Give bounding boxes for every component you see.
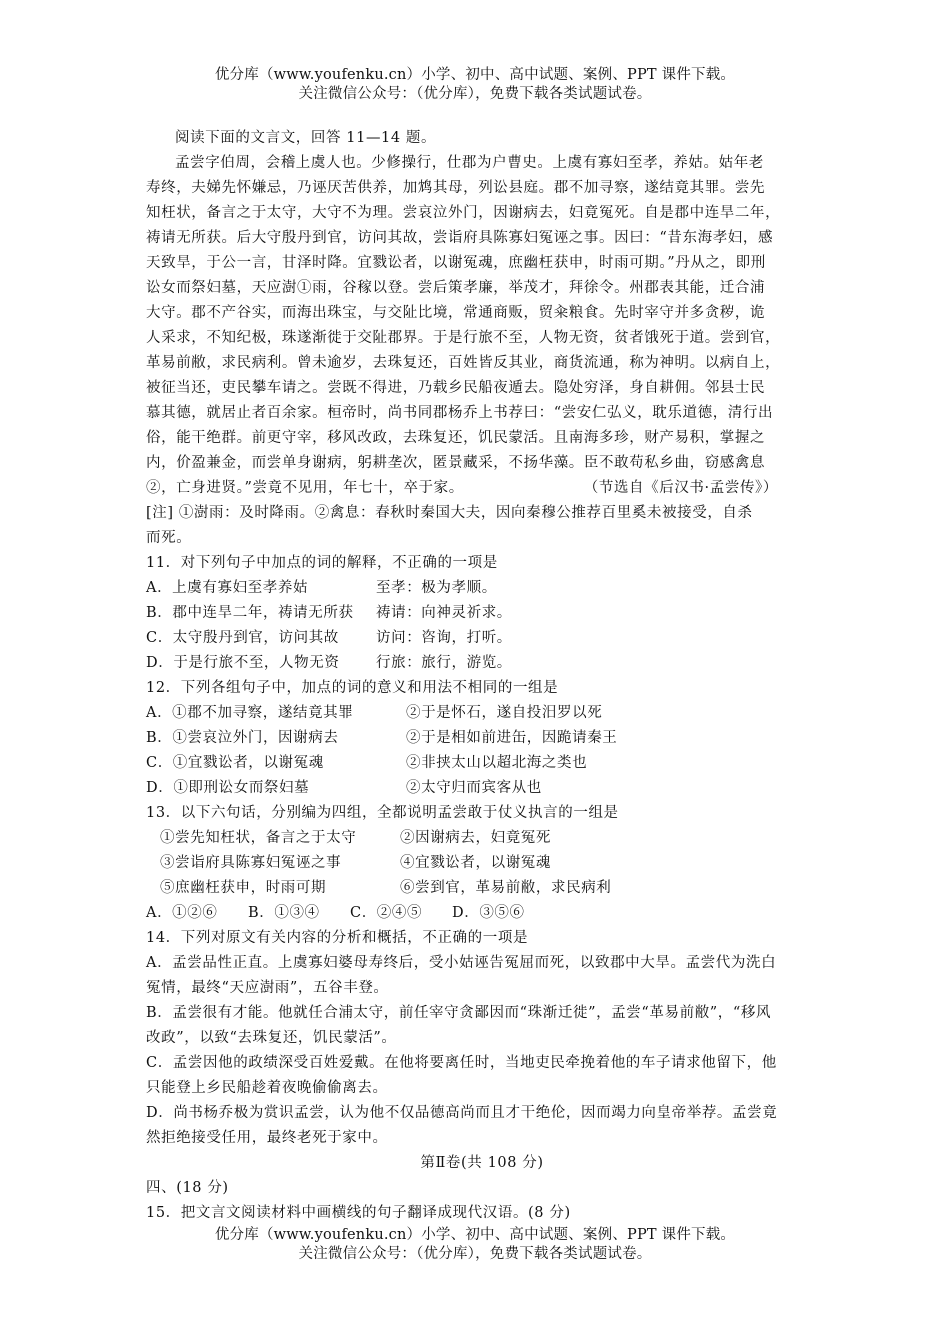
choice-c: C．②④⑤ <box>350 905 423 921</box>
note-line: [注] ①澍雨：及时降雨。②禽息：春秋时秦国大夫，因向秦穆公推荐百里奚未被接受，自杀 <box>146 505 753 521</box>
option-sentence-2: ②太守归而宾客从也 <box>406 780 542 796</box>
passage-line: 讼女而祭妇墓，天应澍①雨，谷稼以登。尝后策孝廉，举茂才，拜徐令。州郡表其能，迁合浦 <box>146 280 766 296</box>
item-row <box>146 876 818 901</box>
option-row <box>146 576 818 601</box>
header-line-1: 优分库（www.youfenku.cn）小学、初中、高中试题、案例、PPT 课件下载。 <box>214 67 736 83</box>
question-11 <box>146 551 818 676</box>
numbered-item: ③尝诣府具陈寡妇冤诬之事 <box>160 855 342 871</box>
passage-last-line: ②，亡身进贤。”尝竟不见用，年七十，卒于家。 <box>146 480 464 496</box>
option-line: A．孟尝品性正直。上虞寡妇婆母寿终后，受小姑诬告冤屈而死，以致郡中大旱。孟尝代为洗白 <box>146 955 777 971</box>
numbered-item: ⑥尝到官，革易前敝，求民病利 <box>400 880 612 896</box>
option-sentence-1: C．①宜戮讼者，以谢冤魂 <box>146 755 324 771</box>
passage-line: 知枉状，备言之于太守，大守不为理。尝哀泣外门，因谢病去，妇竟冤死。自是郡中连旱二年， <box>146 205 781 221</box>
option-sentence-1: A．①郡不加寻察，遂结竟其罪 <box>146 705 354 721</box>
question-13 <box>146 801 818 926</box>
passage-line: 祷请无所获。后大守殷丹到官，访问其故，尝诣府具陈寡妇冤诬之事。因曰：“昔东海孝妇，感 <box>146 230 774 246</box>
option-sentence: A．上虞有寡妇至孝养姑 <box>146 580 309 596</box>
option-line: C．孟尝因他的政绩深受百姓爱戴。在他将要离任时，当地吏民牵挽着他的车子请求他留下，他 <box>146 1055 777 1071</box>
choice-a: A．①②⑥ <box>146 905 218 921</box>
question-stem: 13．以下六句话，分别编为四组，全都说明孟尝敢于仗义执言的一组是 <box>146 805 619 821</box>
option-row <box>146 651 818 676</box>
item-row <box>146 826 818 851</box>
page-footer <box>0 1226 950 1264</box>
option-line: D．尚书杨乔极为赏识孟尝，认为他不仅品德高尚而且才干绝伦，因而竭力向皇帝举荐。孟尝竟 <box>146 1105 778 1121</box>
passage-line: 大守。郡不产谷实，而海出珠宝，与交阯比境，常通商贩，贸籴粮食。先时宰守并多贪秽，诡 <box>146 305 766 321</box>
passage-line: 人采求，不知纪极，珠遂渐徙于交阯郡界。于是行旅不至，人物无资，贫者饿死于道。尝到官， <box>146 330 781 346</box>
option-gloss: 访问：咨询，打听。 <box>376 630 512 646</box>
classical-passage <box>146 151 818 501</box>
footer-line-1: 优分库（www.youfenku.cn）小学、初中、高中试题、案例、PPT 课件下载。 <box>214 1227 736 1243</box>
passage-line: 天致旱，于公一言，甘泽时降。宜戮讼者，以谢冤魂，庶幽枉获申，时雨可期。”丹从之，即刑 <box>146 255 766 271</box>
numbered-item: ⑤庶幽枉获申，时雨可期 <box>160 880 327 896</box>
option-sentence: C．太守殷丹到官，访问其故 <box>146 630 339 646</box>
option-sentence-1: D．①即刑讼女而祭妇墓 <box>146 780 310 796</box>
numbered-item: ④宜戮讼者，以谢冤魂 <box>400 855 551 871</box>
option-line: B．孟尝很有才能。他就任合浦太守，前任宰守贪鄙因而“珠渐迁徙”，孟尝“革易前敝”，“移风 <box>146 1005 772 1021</box>
option-sentence-2: ②于是怀石，遂自投汨罗以死 <box>406 705 603 721</box>
page-header <box>0 66 950 104</box>
question-12 <box>146 676 818 801</box>
option-gloss: 至孝：极为孝顺。 <box>376 580 497 596</box>
exam-content <box>146 126 818 1226</box>
passage-line: 被征当还，吏民攀车请之。尝既不得进，乃载乡民船夜遁去。隐处穷泽，身自耕佣。邻县士民 <box>146 380 766 396</box>
option-sentence: B．郡中连旱二年，祷请无所获 <box>146 605 354 621</box>
option-row <box>146 601 818 626</box>
choice-b: B．①③④ <box>248 905 320 921</box>
passage-line: 革易前敝，求民病利。曾未逾岁，去珠复还，百姓皆反其业，商货流通，称为神明。以病自上， <box>146 355 781 371</box>
footer-line-2: 关注微信公众号：（优分库），免费下载各类试题试卷。 <box>298 1246 652 1262</box>
item-row <box>146 851 818 876</box>
numbered-item: ②因谢病去，妇竟冤死 <box>400 830 551 846</box>
option-sentence: D．于是行旅不至，人物无资 <box>146 655 340 671</box>
part-two-title: 第Ⅱ卷(共 108 分) <box>420 1155 544 1171</box>
reading-instruction: 阅读下面的文言文，回答 11—14 题。 <box>175 130 437 146</box>
option-line: 然拒绝接受任用，最终老死于家中。 <box>146 1130 388 1146</box>
passage-source: （节选自《后汉书·孟尝传》） <box>583 480 778 496</box>
option-row <box>146 701 818 726</box>
header-line-2: 关注微信公众号：（优分库），免费下载各类试题试卷。 <box>298 86 652 102</box>
passage-line: 孟尝字伯周，会稽上虞人也。少修操行，仕郡为户曹史。上虞有寡妇至孝，养姑。姑年老 <box>175 155 764 171</box>
numbered-item: ①尝先知枉状，备言之于太守 <box>160 830 357 846</box>
option-sentence-2: ②非挟太山以超北海之类也 <box>406 755 588 771</box>
question-stem: 12．下列各组句子中，加点的词的意义和用法不相同的一组是 <box>146 680 559 696</box>
passage-line <box>146 476 818 501</box>
annotation-note <box>146 501 818 551</box>
passage-line: 俗，能干绝群。前更守宰，移风改政，去珠复还，饥民蒙活。且南海多珍，财产易积，掌握之 <box>146 430 766 446</box>
passage-line: 内，价盈兼金，而尝单身谢病，躬耕垄次，匿景藏采，不扬华藻。臣不敢苟私乡曲，窃感禽息 <box>146 455 766 471</box>
option-line: 改政”，以致“去珠复还，饥民蒙活”。 <box>146 1030 397 1046</box>
passage-line: 慕其德，就居止者百余家。桓帝时，尚书同郡杨乔上书荐曰：“尝安仁弘义，耽乐道德，清行出 <box>146 405 774 421</box>
option-row <box>146 726 818 751</box>
choice-d: D．③⑤⑥ <box>452 905 525 921</box>
question-14 <box>146 926 818 1151</box>
option-gloss: 祷请：向神灵祈求。 <box>376 605 512 621</box>
question-stem: 11．对下列句子中加点的词的解释，不正确的一项是 <box>146 555 498 571</box>
passage-line: 寿终，夫娣先怀嫌忌，乃诬厌苦供养，加鸩其母，列讼县庭。郡不加寻察，遂结竟其罪。尝先 <box>146 180 766 196</box>
option-gloss: 行旅：旅行，游览。 <box>376 655 512 671</box>
note-line: 而死。 <box>146 530 192 546</box>
section-four-heading: 四、(18 分) <box>146 1180 229 1196</box>
question-stem: 14．下列对原文有关内容的分析和概括，不正确的一项是 <box>146 930 529 946</box>
option-row <box>146 776 818 801</box>
option-line: 冤情，最终“天应澍雨”，五谷丰登。 <box>146 980 389 996</box>
answer-choices <box>146 901 818 926</box>
option-row <box>146 751 818 776</box>
option-sentence-1: B．①尝哀泣外门，因谢病去 <box>146 730 339 746</box>
option-row <box>146 626 818 651</box>
option-line: 只能登上乡民船趁着夜晚偷偷离去。 <box>146 1080 388 1096</box>
option-sentence-2: ②于是相如前进缶，因跪请秦王 <box>406 730 618 746</box>
question-15: 15．把文言文阅读材料中画横线的句子翻译成现代汉语。(8 分) <box>146 1205 571 1221</box>
